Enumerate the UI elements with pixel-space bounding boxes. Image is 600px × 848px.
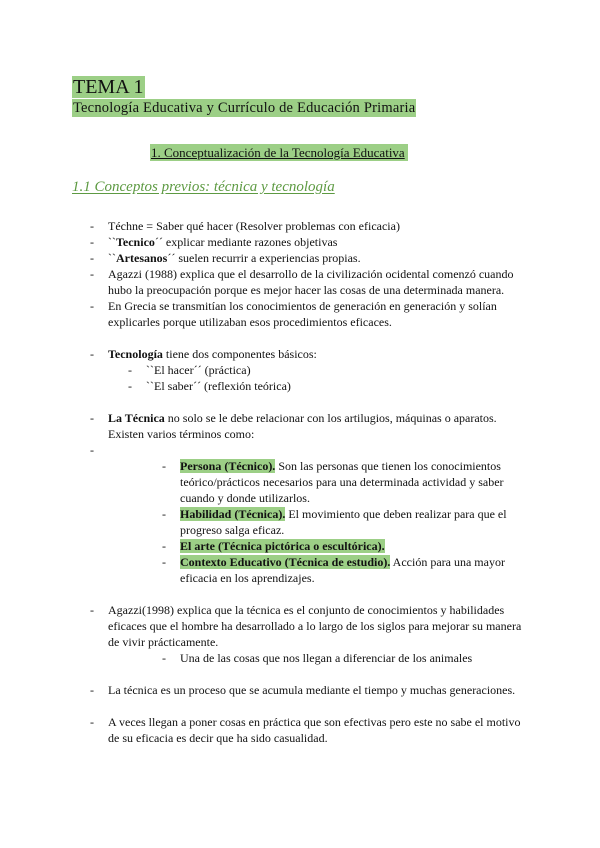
sub-bullet-dash: - xyxy=(128,379,132,393)
term-dash: - xyxy=(162,507,166,521)
bullet-agazzi-1998: Agazzi(1998) explica que la técnica es el conjunto de conocimientos y habilidades xyxy=(108,603,505,617)
bullet-dash: - xyxy=(90,683,94,697)
habilidad-text: El movimiento que deben realizar para que el xyxy=(285,507,507,521)
section-heading-text: 1. Conceptualización de la Tecnología Educativa xyxy=(151,145,405,160)
bullet-dash: - xyxy=(90,347,94,361)
page-title: TEMA 1 xyxy=(73,76,144,98)
bullet-grecia: En Grecia se transmitían los conocimientos de generación en generación y solían xyxy=(108,299,497,313)
bullet-proceso: La técnica es un proceso que se acumula mediante el tiempo y muchas generaciones. xyxy=(108,683,516,697)
bullet-tecnica xyxy=(108,410,497,426)
bullet-dash-empty: - xyxy=(90,443,94,457)
subsection-heading: 1.1 Conceptos previos: técnica y tecnología xyxy=(72,179,335,195)
page-subtitle: Tecnología Educativa y Currículo de Educación Primaria xyxy=(73,100,416,116)
tecnica-text: no solo se le debe relacionar con los artilugios, máquinas o aparatos. xyxy=(164,411,497,425)
term-habilidad-cont: progreso salga eficaz. xyxy=(180,523,285,537)
artesanos-term: Artesanos xyxy=(116,251,168,265)
arte-term: El arte (Técnica pictórica o escultórica). xyxy=(180,539,385,553)
term-persona xyxy=(180,458,501,474)
bullet-tecnologia xyxy=(108,346,317,362)
sub-bullet-dash: - xyxy=(162,651,166,665)
bullet-dash: - xyxy=(90,299,94,313)
section-heading xyxy=(150,144,408,161)
term-dash: - xyxy=(162,539,166,553)
bullet-dash: - xyxy=(90,603,94,617)
artesanos-text: ´´ suelen recurrir a experiencias propias. xyxy=(167,251,361,265)
bullet-dash: - xyxy=(90,251,94,265)
contexto-term: Contexto Educativo (Técnica de estudio). xyxy=(180,555,391,569)
habilidad-term: Habilidad (Técnica). xyxy=(180,507,286,521)
term-habilidad xyxy=(180,506,507,522)
bullet-dash: - xyxy=(90,235,94,249)
bullet-dash: - xyxy=(90,267,94,281)
bullet-casualidad-cont: de su eficacia es decir que ha sido casualidad. xyxy=(108,731,328,745)
tecnica-term: La Técnica xyxy=(108,411,165,425)
bullet-dash: - xyxy=(90,411,94,425)
tecnico-term: Tecnico xyxy=(116,235,155,249)
bullet-agazzi-1998-cont: eficaces que el hombre ha desarrollado a lo largo de los siglos para mejorar su manera xyxy=(108,619,522,633)
quote-open: `` xyxy=(108,235,116,249)
sub-bullet-saber: ``El saber´´ (reflexión teórica) xyxy=(146,379,291,393)
bullet-agazzi-1998-cont: de vivir prácticamente. xyxy=(108,635,219,649)
tecnologia-term: Tecnología xyxy=(108,347,163,361)
bullet-agazzi-1988-cont: hubo la preocupación porque es mejor hacer las cosas de una determinada manera. xyxy=(108,283,505,297)
sub-bullet-animales: Una de las cosas que nos llegan a diferenciar de los animales xyxy=(180,651,473,665)
bullet-artesanos xyxy=(108,250,361,266)
contexto-text: Acción para una mayor xyxy=(390,555,505,569)
tecnologia-text: tiene dos componentes básicos: xyxy=(162,347,317,361)
persona-term: Persona (Técnico). xyxy=(180,459,276,473)
bullet-dash: - xyxy=(90,715,94,729)
persona-text: Son las personas que tienen los conocimientos xyxy=(275,459,501,473)
bullet-grecia-cont: explicarles porque utilizaban esos procedimientos eficaces. xyxy=(108,315,392,329)
term-persona-cont: cuando y donde utilizarlos. xyxy=(180,491,310,505)
bullet-tecnica-cont: Existen varios términos como: xyxy=(108,427,255,441)
bullet-tecnico xyxy=(108,234,337,250)
term-persona-cont: teórico/prácticos necesarios para una determinada actividad y saber xyxy=(180,475,504,489)
bullet-agazzi-1988: Agazzi (1988) explica que el desarrollo de la civilización ocidental comenzó cuando xyxy=(108,267,514,281)
bullet-casualidad: A veces llegan a poner cosas en práctica que son efectivas pero este no sabe el motivo xyxy=(108,715,521,729)
sub-bullet-dash: - xyxy=(128,363,132,377)
term-dash: - xyxy=(162,459,166,473)
term-contexto-cont: eficacia en los aprendizajes. xyxy=(180,571,315,585)
sub-bullet-hacer: ``El hacer´´ (práctica) xyxy=(146,363,251,377)
quote-open: `` xyxy=(108,251,116,265)
bullet-techne: Téchne = Saber qué hacer (Resolver problemas con eficacia) xyxy=(108,219,400,233)
bullet-dash: - xyxy=(90,219,94,233)
term-dash: - xyxy=(162,555,166,569)
term-contexto xyxy=(180,554,505,570)
tecnico-text: ´´ explicar mediante razones objetivas xyxy=(154,235,338,249)
term-arte xyxy=(180,538,385,554)
